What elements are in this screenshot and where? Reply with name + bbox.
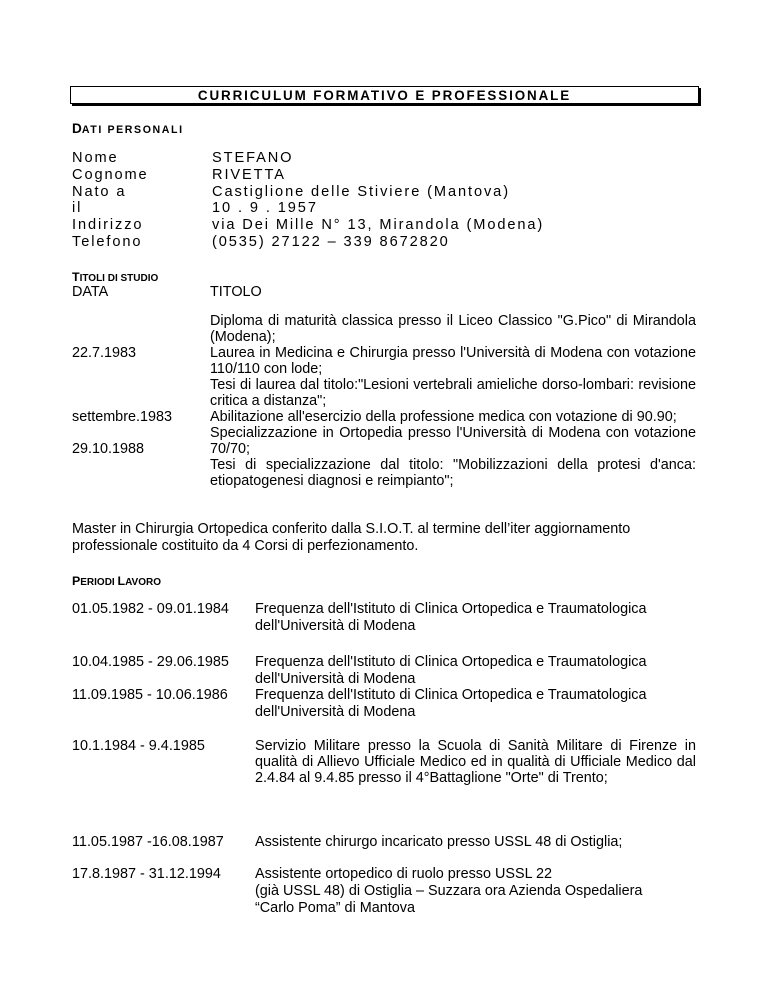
work-date: 11.09.1985 - 10.06.1986 <box>72 687 228 703</box>
study-titles-list <box>210 313 696 489</box>
study-item: Tesi di laurea dal titolo:"Lesioni vertebrali amieliche dorso-lombari: revisione critica a distanza"; <box>210 377 696 409</box>
label-nato-a: Nato a <box>72 183 127 200</box>
value-il: 10 . 9 . 1957 <box>212 200 318 217</box>
work-date: 11.05.1987 -16.08.1987 <box>72 834 224 850</box>
column-header-title: TITOLO <box>210 284 262 300</box>
value-nome: STEFANO <box>212 150 294 166</box>
study-date: settembre.1983 <box>72 409 172 425</box>
section-heading-studies: TITOLI DI STUDIO <box>72 270 159 284</box>
personal-row-surname <box>72 167 544 184</box>
label-telefono: Telefono <box>72 233 143 250</box>
work-description: dell'Università di Modena <box>255 704 416 720</box>
study-item: Abilitazione all'esercizio della professione medica con votazione di 90.90; <box>210 409 677 425</box>
work-description: Assistente ortopedico di ruolo presso USSL 22 <box>255 866 553 882</box>
personal-row-address <box>72 217 544 234</box>
value-telefono: (0535) 27122 – 339 8672820 <box>212 233 450 250</box>
work-description: Frequenza dell'Istituto di Clinica Ortopedica e Traumatologica <box>255 654 647 670</box>
study-item: Specializzazione in Ortopedia presso l'Università di Modena con votazione 70/70; <box>210 425 696 457</box>
work-description: Assistente chirurgo incaricato presso USSL 48 di Ostiglia; <box>255 834 623 850</box>
value-indirizzo: via Dei Mille N° 13, Mirandola (Modena) <box>212 217 545 234</box>
work-date: 10.04.1985 - 29.06.1985 <box>72 654 229 670</box>
personal-row-birthdate <box>72 200 544 217</box>
personal-data <box>72 150 544 251</box>
work-date: 10.1.1984 - 9.4.1985 <box>72 738 205 754</box>
work-description: dell'Università di Modena <box>255 618 416 634</box>
work-description: Servizio Militare presso la Scuola di Sanità Militare di Firenze in qualità di Allievo Ufficiale Medico ed in qualità di Ufficiale Medico dal 2.4.84 al 9.4.85 presso il 4°Battaglione "Orte" di Trento; <box>255 738 696 786</box>
work-description: Frequenza dell'Istituto di Clinica Ortopedica e Traumatologica <box>255 601 647 617</box>
study-date: 22.7.1983 <box>72 345 137 361</box>
work-description: “Carlo Poma” di Mantova <box>255 900 415 916</box>
personal-row-name <box>72 150 544 167</box>
master-line: professionale costituito da 4 Corsi di perfezionamento. <box>72 538 419 554</box>
study-item: Diploma di maturità classica presso il Liceo Classico "G.Pico" di Mirandola (Modena); <box>210 313 696 345</box>
master-line: Master in Chirurgia Ortopedica conferito dalla S.I.O.T. al termine dell’iter aggiornamento <box>72 521 631 537</box>
label-indirizzo: Indirizzo <box>72 217 144 234</box>
value-nato-a: Castiglione delle Stiviere (Mantova) <box>212 183 510 200</box>
personal-row-birthplace <box>72 184 544 201</box>
column-header-date: DATA <box>72 284 109 300</box>
document-title: CURRICULUM FORMATIVO E PROFESSIONALE <box>70 86 699 104</box>
personal-row-phone <box>72 234 544 251</box>
section-heading-work: PERIODI LAVORO <box>72 574 162 588</box>
study-item: Laurea in Medicina e Chirurgia presso l'Università di Modena con votazione 110/110 con lode; <box>210 345 696 377</box>
label-il: il <box>72 200 83 217</box>
label-cognome: Cognome <box>72 166 149 183</box>
value-cognome: RIVETTA <box>212 166 286 183</box>
study-date: 29.10.1988 <box>72 441 145 457</box>
work-description: dell'Università di Modena <box>255 671 416 687</box>
work-description: (già USSL 48) di Ostiglia – Suzzara ora Azienda Ospedaliera <box>255 883 643 899</box>
work-date: 01.05.1982 - 09.01.1984 <box>72 601 229 617</box>
work-date: 17.8.1987 - 31.12.1994 <box>72 866 221 882</box>
label-nome: Nome <box>72 150 119 166</box>
work-description: Frequenza dell'Istituto di Clinica Ortopedica e Traumatologica <box>255 687 647 703</box>
study-item: Tesi di specializzazione dal titolo: "Mobilizzazioni della protesi d'anca: etiopatogenesi diagnosi e reimpianto"; <box>210 457 696 489</box>
section-heading-personal: DATI PERSONALI <box>72 121 184 136</box>
